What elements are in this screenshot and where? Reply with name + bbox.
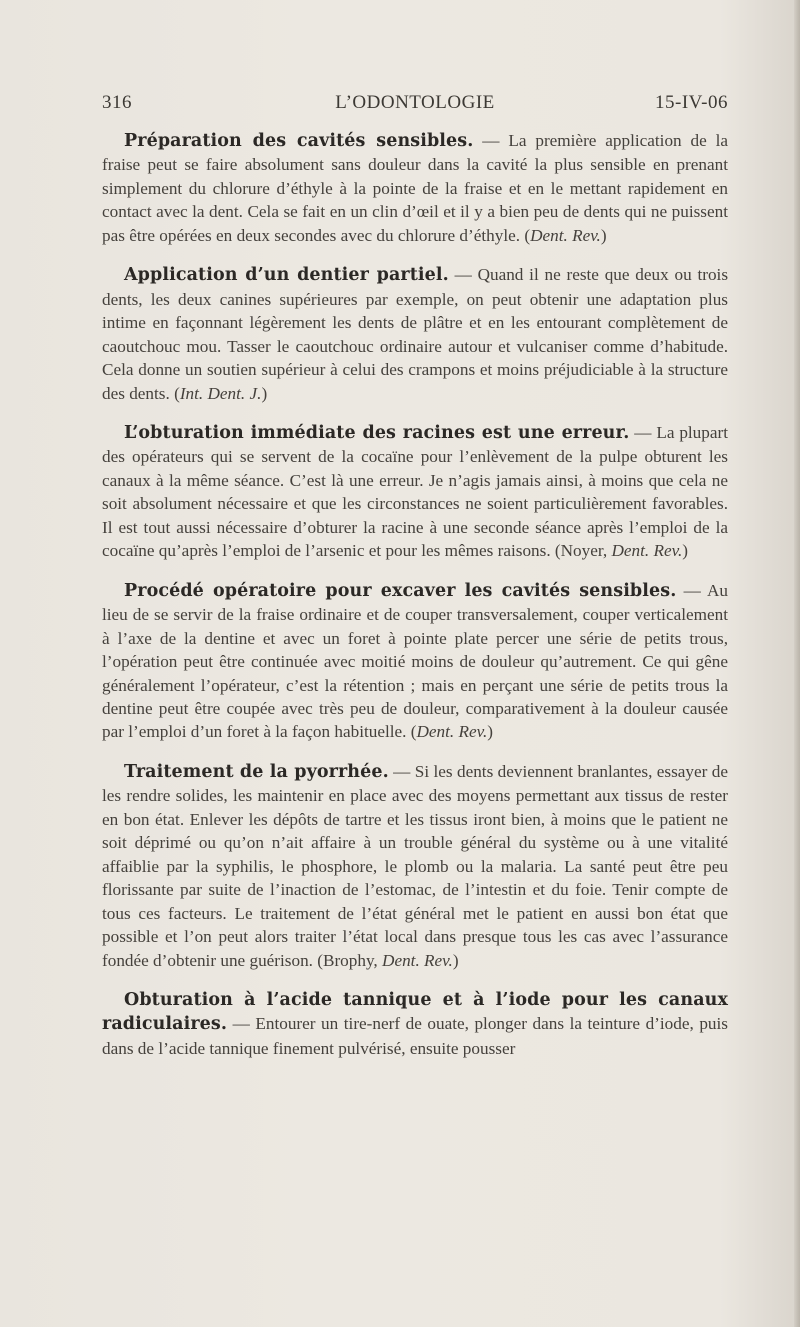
- article-close: ): [600, 225, 607, 245]
- article-acide-tannique: [102, 988, 728, 1060]
- article-text: — La première application de la fraise peut se faire absolument sans douleur dans la cavité la plus sensible en prenant simplement du chlorure d’éthyle à la pointe de la fraise et en le mettant rapidement en contact avec la dent. Cela se fait en un clin d’œil et il y a bien peu de dents qui ne puissent pas être opérées en deux secondes avec du chlorure d’éthyle. (: [102, 131, 728, 245]
- article-excaver-cavites: [102, 579, 728, 744]
- article-dentier-partiel: [102, 263, 728, 405]
- article-heading: L’obturation immédiate des racines est une erreur.: [124, 422, 630, 443]
- article-close: ): [487, 722, 494, 742]
- journal-title: L’ODONTOLOGIE: [335, 92, 495, 113]
- article-heading: Procédé opératoire pour excaver les cavités sensibles.: [124, 580, 677, 601]
- issue-date: 15-IV-06: [655, 92, 728, 113]
- article-heading: Traitement de la pyorrhée.: [124, 761, 389, 782]
- article-close: ): [261, 383, 268, 403]
- article-heading: Application d’un dentier partiel.: [124, 265, 449, 286]
- article-source: Dent. Rev.: [416, 722, 488, 742]
- article-source: Int. Dent. J.: [179, 383, 262, 403]
- article-source: Dent. Rev.: [530, 225, 601, 245]
- article-text: — La plupart des opérateurs qui se servent de la cocaïne pour l’enlèvement de la pulpe obturent les canaux à la même séance. C’est là une erreur. Je n’agis jamais ainsi, à moins que cela ne soit absolument nécessaire et que les circonstances ne soient particulièrement favorables. Il est tout aussi nécessaire d’obturer la racine à une seconde séance après l’emploi de la cocaïne qu’après l’emploi de l’arsenic et pour les mêmes raisons. (Noyer,: [102, 422, 728, 561]
- page-body: [102, 129, 728, 1076]
- article-text: — Quand il ne reste que deux ou trois dents, les deux canines supérieures par exemple, on peut obtenir une adaptation plus intime en façonnant légèrement les dents de plâtre et en les entourant complètement de caoutchouc mou. Tasser le caoutchouc ordinaire autour et vulcaniser comme d’habitude. Cela donne un soutien supérieur à celui des crampons et moins préjudiciable à la structure des dents. (: [102, 265, 729, 403]
- article-text: — Entourer un tire-nerf de ouate, plonger dans la teinture d’iode, puis dans de l’acide tannique finement pulvérisé, ensuite pousser: [102, 1014, 728, 1058]
- running-header: [102, 92, 728, 122]
- article-close: ): [452, 950, 459, 970]
- page-edge: [794, 0, 800, 1327]
- article-close: ): [682, 541, 689, 561]
- article-heading: Préparation des cavités sensibles.: [124, 131, 474, 151]
- article-text: — Au lieu de se servir de la fraise ordinaire et de couper transversalement, couper verticalement à l’axe de la dentine et avec un foret à pointe plate percer une série de petits trous, l’opération peut être continuée avec moitié moins de douleur qu’autrement. Ce qui gêne généralement l’opérateur, c’est la rétention ; mais en perçant une série de petits trous la dentine peut être coupée avec très peu de douleur, comparativement à la douleur causée par l’emploi d’un foret à la façon habituelle. (: [102, 580, 728, 742]
- page-number: 316: [102, 92, 132, 113]
- article-source: Dent. Rev.: [611, 541, 683, 561]
- article-obturation-racines: [102, 421, 728, 563]
- article-text: — Si les dents deviennent branlantes, essayer de les rendre solides, les maintenir en place avec des moyens permettant aux tissus de rester en bon état. Enlever les dépôts de tartre et les tissus iront bien, à moins que le patient ne soit déprimé ou qu’on n’ait affaire à un trouble général du système ou à une vitalité affaiblie par la syphilis, le phosphore, le plomb ou la malaria. La santé peut être peu florissante par suite de l’inaction de l’estomac, de l’intestin et du foie. Tenir compte de tous ces facteurs. Le traitement de l’état général met le patient en aussi bon état que possible et l’on peut alors traiter l’état local dans presque tous les cas avec l’assurance fondée d’obtenir une guérison. (Brophy,: [102, 761, 729, 970]
- article-source: Dent. Rev.: [382, 950, 453, 970]
- article-heading: Obturation à l’acide tannique et à l’iode pour les canaux radiculaires.: [102, 989, 728, 1035]
- article-pyorrhee: [102, 760, 728, 972]
- article-cavites-sensibles: [102, 129, 728, 247]
